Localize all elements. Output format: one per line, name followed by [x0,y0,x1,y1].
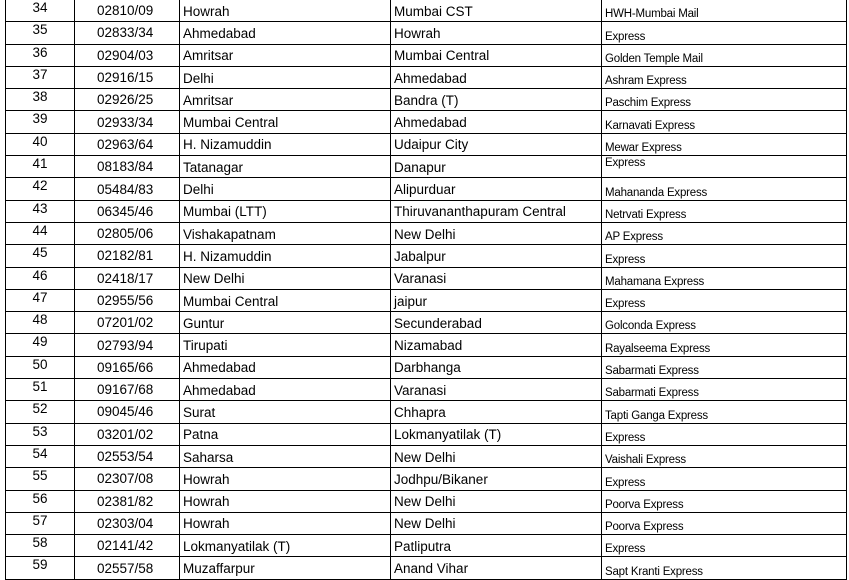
table-row [6,200,847,222]
train-name-cell: Karnavati Express [602,111,847,133]
serial-number-cell: 51 [6,379,75,401]
train-number-cell: 07201/02 [75,312,180,334]
destination-station-cell: Jabalpur [391,245,602,267]
table-row [6,535,847,557]
train-table [5,0,847,580]
destination-station-cell: Ahmedabad [391,66,602,88]
serial-number-cell: 40 [6,133,75,155]
origin-station-cell: Surat [180,401,391,423]
train-schedule-sheet [5,0,846,580]
origin-station-cell: Vishakapatnam [180,222,391,244]
origin-station-cell: Lokmanyatilak (T) [180,535,391,557]
table-row [6,267,847,289]
train-number-cell: 02963/64 [75,133,180,155]
train-name-cell: Express [602,22,847,44]
origin-station-cell: Ahmedabad [180,22,391,44]
train-number-cell: 02303/04 [75,512,180,534]
destination-station-cell: Darbhanga [391,356,602,378]
train-name-cell: Golden Temple Mail [602,44,847,66]
serial-number-cell: 46 [6,267,75,289]
destination-station-cell: Jodhpu/Bikaner [391,468,602,490]
origin-station-cell: Howrah [180,468,391,490]
table-row [6,66,847,88]
train-name-cell: Tapti Ganga Express [602,401,847,423]
destination-station-cell: Anand Vihar [391,557,602,579]
destination-station-cell: Chhapra [391,401,602,423]
train-number-cell: 02381/82 [75,490,180,512]
train-number-cell: 02553/54 [75,445,180,467]
destination-station-cell: Varanasi [391,267,602,289]
origin-station-cell: Mumbai (LTT) [180,200,391,222]
origin-station-cell: Amritsar [180,89,391,111]
destination-station-cell: Varanasi [391,379,602,401]
table-row [6,423,847,445]
train-name-cell: Express [602,423,847,445]
train-name-cell: Golconda Express [602,312,847,334]
table-row [6,445,847,467]
destination-station-cell: New Delhi [391,222,602,244]
train-name-cell: Netrvati Express [602,200,847,222]
table-row [6,379,847,401]
train-name-cell: Express [602,289,847,311]
train-number-cell: 02955/56 [75,289,180,311]
serial-number-cell: 42 [6,178,75,200]
serial-number-cell: 38 [6,89,75,111]
train-number-cell: 09167/68 [75,379,180,401]
destination-station-cell: New Delhi [391,512,602,534]
train-name-cell: Mahamana Express [602,267,847,289]
table-row [6,468,847,490]
origin-station-cell: Mumbai Central [180,289,391,311]
origin-station-cell: Ahmedabad [180,356,391,378]
train-number-cell: 02805/06 [75,222,180,244]
train-table-body [6,0,847,579]
serial-number-cell: 54 [6,445,75,467]
train-name-cell: Express [602,156,847,178]
destination-station-cell: New Delhi [391,445,602,467]
train-number-cell: 02904/03 [75,44,180,66]
destination-station-cell: Howrah [391,22,602,44]
origin-station-cell: Muzaffarpur [180,557,391,579]
table-row [6,490,847,512]
table-row [6,512,847,534]
origin-station-cell: Saharsa [180,445,391,467]
origin-station-cell: Howrah [180,490,391,512]
serial-number-cell: 43 [6,200,75,222]
origin-station-cell: Patna [180,423,391,445]
origin-station-cell: Delhi [180,178,391,200]
destination-station-cell: Bandra (T) [391,89,602,111]
train-name-cell: AP Express [602,222,847,244]
table-row [6,89,847,111]
train-number-cell: 02810/09 [75,0,180,22]
origin-station-cell: H. Nizamuddin [180,133,391,155]
train-number-cell: 03201/02 [75,423,180,445]
origin-station-cell: Mumbai Central [180,111,391,133]
origin-station-cell: Tirupati [180,334,391,356]
train-name-cell: Vaishali Express [602,445,847,467]
destination-station-cell: Udaipur City [391,133,602,155]
train-number-cell: 02557/58 [75,557,180,579]
train-number-cell: 05484/83 [75,178,180,200]
origin-station-cell: Howrah [180,0,391,22]
train-number-cell: 02141/42 [75,535,180,557]
train-number-cell: 06345/46 [75,200,180,222]
train-number-cell: 09045/46 [75,401,180,423]
train-number-cell: 09165/66 [75,356,180,378]
origin-station-cell: H. Nizamuddin [180,245,391,267]
serial-number-cell: 39 [6,111,75,133]
serial-number-cell: 52 [6,401,75,423]
train-number-cell: 02926/25 [75,89,180,111]
destination-station-cell: Mumbai Central [391,44,602,66]
table-row [6,0,847,22]
destination-station-cell: jaipur [391,289,602,311]
serial-number-cell: 37 [6,66,75,88]
table-row [6,245,847,267]
train-name-cell: Poorva Express [602,512,847,534]
origin-station-cell: New Delhi [180,267,391,289]
table-row [6,312,847,334]
train-name-cell: Ashram Express [602,66,847,88]
serial-number-cell: 48 [6,312,75,334]
table-row [6,401,847,423]
table-row [6,222,847,244]
train-name-cell: Express [602,468,847,490]
train-name-cell: Sabarmati Express [602,379,847,401]
table-row [6,289,847,311]
origin-station-cell: Amritsar [180,44,391,66]
serial-number-cell: 56 [6,490,75,512]
origin-station-cell: Tatanagar [180,156,391,178]
serial-number-cell: 59 [6,557,75,579]
table-row [6,111,847,133]
destination-station-cell: Ahmedabad [391,111,602,133]
origin-station-cell: Guntur [180,312,391,334]
destination-station-cell: Secunderabad [391,312,602,334]
serial-number-cell: 49 [6,334,75,356]
train-name-cell: Rayalseema Express [602,334,847,356]
table-row [6,557,847,579]
train-number-cell: 08183/84 [75,156,180,178]
serial-number-cell: 55 [6,468,75,490]
train-number-cell: 02793/94 [75,334,180,356]
table-row [6,133,847,155]
train-number-cell: 02833/34 [75,22,180,44]
serial-number-cell: 34 [6,0,75,22]
serial-number-cell: 53 [6,423,75,445]
table-row [6,156,847,178]
destination-station-cell: Danapur [391,156,602,178]
train-name-cell: Sapt Kranti Express [602,557,847,579]
serial-number-cell: 47 [6,289,75,311]
table-row [6,22,847,44]
train-number-cell: 02916/15 [75,66,180,88]
destination-station-cell: Nizamabad [391,334,602,356]
train-name-cell: Express [602,535,847,557]
destination-station-cell: Thiruvananthapuram Central [391,200,602,222]
train-name-cell: Paschim Express [602,89,847,111]
serial-number-cell: 58 [6,535,75,557]
origin-station-cell: Delhi [180,66,391,88]
origin-station-cell: Ahmedabad [180,379,391,401]
train-number-cell: 02182/81 [75,245,180,267]
destination-station-cell: Mumbai CST [391,0,602,22]
train-name-cell: Express [602,245,847,267]
train-number-cell: 02933/34 [75,111,180,133]
serial-number-cell: 35 [6,22,75,44]
train-name-cell: Mewar Express [602,133,847,155]
destination-station-cell: Alipurduar [391,178,602,200]
serial-number-cell: 44 [6,222,75,244]
train-name-cell: Mahananda Express [602,178,847,200]
serial-number-cell: 45 [6,245,75,267]
table-row [6,334,847,356]
train-number-cell: 02307/08 [75,468,180,490]
serial-number-cell: 41 [6,156,75,178]
train-name-cell: Poorva Express [602,490,847,512]
serial-number-cell: 57 [6,512,75,534]
table-row [6,356,847,378]
serial-number-cell: 36 [6,44,75,66]
destination-station-cell: Lokmanyatilak (T) [391,423,602,445]
train-name-cell: HWH-Mumbai Mail [602,0,847,22]
serial-number-cell: 50 [6,356,75,378]
train-name-cell: Sabarmati Express [602,356,847,378]
table-row [6,44,847,66]
train-number-cell: 02418/17 [75,267,180,289]
destination-station-cell: Patliputra [391,535,602,557]
table-row [6,178,847,200]
origin-station-cell: Howrah [180,512,391,534]
destination-station-cell: New Delhi [391,490,602,512]
